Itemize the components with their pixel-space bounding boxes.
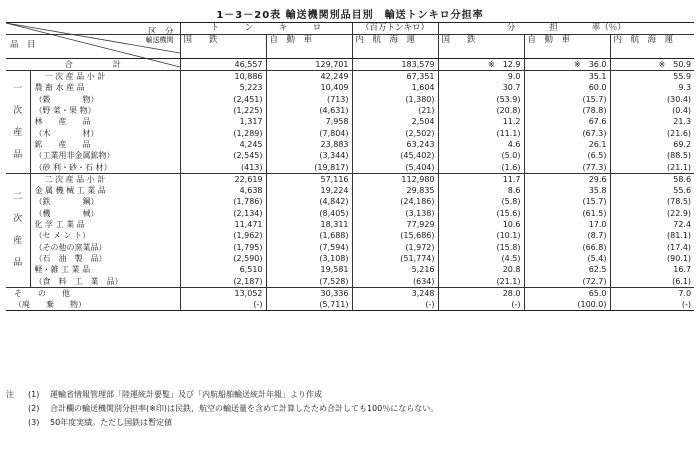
col-jidosha-ton: 自 動 車 — [266, 35, 352, 47]
cell-value: 5,223 — [180, 82, 266, 93]
cell-value: 9.0 — [438, 71, 524, 83]
cell-value: (4,842) — [266, 196, 352, 207]
note-number: (3) — [28, 418, 40, 427]
table-row — [6, 287, 694, 299]
cell-value: 30.7 — [438, 82, 524, 93]
table-row — [6, 139, 694, 150]
cell-value: 18,311 — [266, 219, 352, 230]
cell-value: 3,248 — [352, 287, 438, 299]
cell-value: 23,883 — [266, 139, 352, 150]
cell-value: 6,510 — [180, 264, 266, 275]
cell-value: 19,224 — [266, 185, 352, 196]
cell-value: (5.4) — [524, 253, 610, 264]
cell-value: 60.0 — [524, 82, 610, 93]
cell-value: (413) — [180, 162, 266, 174]
note-text: 合計欄の輸送機関別分担率(※印)は民鉄，航空の輸送量を含めて計算したため合計しても100％にならない。 — [50, 404, 439, 413]
cell-value: (72.7) — [524, 276, 610, 288]
cell-value: 10,409 — [266, 82, 352, 93]
col-kokutetsu-share: 国 鉄 — [438, 35, 524, 47]
cell-value: (51,774) — [352, 253, 438, 264]
row-label: （鉄 鋼） — [34, 197, 99, 207]
cell-value: 7,958 — [266, 116, 352, 127]
row-label: 林 産 品 — [34, 117, 91, 127]
cell-value: (3,138) — [352, 208, 438, 219]
cell-value: 63,243 — [352, 139, 438, 150]
cell-value: 29.6 — [524, 173, 610, 185]
cell-value: (81.1) — [610, 230, 694, 241]
cell-value: 11.2 — [438, 116, 524, 127]
cell-value: (100.0) — [524, 299, 610, 311]
row-label: （野 菜・果 物） — [34, 106, 96, 116]
header-yusokikan: 輸送機関 — [145, 36, 174, 45]
cell-value: 72.4 — [610, 219, 694, 230]
cell-value: 20.8 — [438, 264, 524, 275]
cell-value: (5.0) — [438, 150, 524, 161]
cell-value: 42,249 — [266, 71, 352, 83]
cell-value: (713) — [266, 94, 352, 105]
table-row — [6, 208, 694, 219]
row-label: （砂 利・砂・石 材） — [30, 162, 180, 174]
cell-value: (21.1) — [438, 276, 524, 288]
cell-value: 57,116 — [266, 173, 352, 185]
cell-value: (-) — [352, 299, 438, 311]
cell-value: (15.7) — [524, 196, 610, 207]
cell-value: 16.7 — [610, 264, 694, 275]
table-row — [6, 185, 694, 196]
table-row — [6, 82, 694, 93]
row-label: （機 械） — [34, 208, 99, 218]
table-row — [6, 128, 694, 139]
cell-value: (2,187) — [180, 276, 266, 288]
cell-value: (15,686) — [352, 230, 438, 241]
cell-value: (2,590) — [180, 253, 266, 264]
cell-value: (5,404) — [352, 162, 438, 174]
cell-value: (2,451) — [180, 94, 266, 105]
cell-value: 30,336 — [266, 287, 352, 299]
cell-value: (5,711) — [266, 299, 352, 311]
table-row — [6, 173, 694, 185]
cell-value: 21.3 — [610, 116, 694, 127]
cell-value: 58.6 — [610, 173, 694, 185]
cell-value: 67.6 — [524, 116, 610, 127]
cell-value: 10.6 — [438, 219, 524, 230]
cell-value: (15.8) — [438, 242, 524, 253]
table-row — [6, 105, 694, 116]
total-value: ※ 36.0 — [524, 58, 610, 70]
col-kokutetsu-ton: 国 鉄 — [180, 35, 266, 47]
cell-value: 11.7 — [438, 173, 524, 185]
cell-value: 26.1 — [524, 139, 610, 150]
row-label: （工業用非金属鉱物） — [34, 151, 115, 161]
row-label: そ の 他 — [14, 288, 70, 298]
table-title: 1－3－20表 輸送機関別品目別 輸送トンキロ分担率 — [216, 10, 484, 21]
table-row — [6, 196, 694, 207]
cell-value: (53.9) — [438, 94, 524, 105]
table-row — [6, 94, 694, 105]
total-value: 46,557 — [180, 58, 266, 70]
cell-value: (78.5) — [610, 196, 694, 207]
total-value: ※ 50.9 — [610, 58, 694, 70]
notes-label: 注 — [6, 390, 14, 399]
cell-value: (24,186) — [352, 196, 438, 207]
cell-value: 7.0 — [610, 287, 694, 299]
row-label: 金 属 機 械 工 業 品 — [34, 186, 106, 196]
header-kubun: 区 分 — [147, 27, 174, 37]
cell-value: (11.1) — [438, 128, 524, 139]
cell-value: 8.6 — [438, 185, 524, 196]
cell-value: 11,471 — [180, 219, 266, 230]
cell-value: 17.0 — [524, 219, 610, 230]
cell-value: 67,351 — [352, 71, 438, 83]
total-value: 183,579 — [352, 58, 438, 70]
cell-value: (61.5) — [524, 208, 610, 219]
cell-value: (77.3) — [524, 162, 610, 174]
cell-value: 13,052 — [180, 287, 266, 299]
note-text: 運輸省情報管理部「陸運統計要覧」及び「内航船舶輸送統計年報」より作成 — [50, 390, 322, 399]
cell-value: (1,688) — [266, 230, 352, 241]
row-label: 二 次 産 品 小 計 — [44, 174, 106, 184]
group-label: 一次産品 — [6, 71, 30, 174]
cell-value: 2,504 — [352, 116, 438, 127]
cell-value: (6.1) — [610, 276, 694, 288]
cell-value: (45,402) — [352, 150, 438, 161]
note-number: (1) — [28, 390, 40, 399]
table-row — [6, 116, 694, 127]
cell-value: (2,545) — [180, 150, 266, 161]
cell-value: 1,317 — [180, 116, 266, 127]
header-hinmoku: 品 目 — [10, 39, 36, 50]
table-row — [6, 162, 694, 174]
row-label: 農 畜 水 産 品 — [34, 83, 85, 93]
cell-value: (3,108) — [266, 253, 352, 264]
cell-value: 4,638 — [180, 185, 266, 196]
cell-value: 55.6 — [610, 185, 694, 196]
cell-value: (19,817) — [266, 162, 352, 174]
cell-value: 35.8 — [524, 185, 610, 196]
table-row — [6, 264, 694, 275]
group-label: 二次産品 — [6, 173, 30, 287]
table-row — [6, 230, 694, 241]
row-label: （穀 物） — [34, 94, 99, 104]
cell-value: (90.1) — [610, 253, 694, 264]
cell-value: (7,804) — [266, 128, 352, 139]
cell-value: (88.5) — [610, 150, 694, 161]
cell-value: (7,528) — [266, 276, 352, 288]
cell-value: (4,631) — [266, 105, 352, 116]
row-label: （石 油 製 品） — [34, 253, 107, 263]
row-label: （廃 棄 物） — [6, 299, 180, 311]
cell-value: 5,216 — [352, 264, 438, 275]
cell-value: 77,929 — [352, 219, 438, 230]
cell-value: 1,604 — [352, 82, 438, 93]
cell-value: (1,289) — [180, 128, 266, 139]
cell-value: (15.6) — [438, 208, 524, 219]
cell-value: 62.5 — [524, 264, 610, 275]
row-label: 化 学 工 業 品 — [34, 220, 85, 230]
cell-value: (1.6) — [438, 162, 524, 174]
col-naiko-share: 内 航 海 運 — [610, 35, 694, 47]
cell-value: (3,344) — [266, 150, 352, 161]
notes — [6, 388, 694, 430]
cell-value: (1,795) — [180, 242, 266, 253]
cell-value: (7,594) — [266, 242, 352, 253]
table-row — [6, 276, 694, 288]
cell-value: (15.7) — [524, 94, 610, 105]
cell-value: (1,786) — [180, 196, 266, 207]
cell-value: (2,502) — [352, 128, 438, 139]
cell-value: (21.6) — [610, 128, 694, 139]
header-unit: （百万トンキロ） — [352, 23, 438, 35]
cell-value: (8,405) — [266, 208, 352, 219]
cell-value: (1,972) — [352, 242, 438, 253]
cell-value: 9.3 — [610, 82, 694, 93]
cell-value: (-) — [180, 299, 266, 311]
row-label: （その他の窯業品） — [34, 242, 107, 252]
cell-value: (-) — [610, 299, 694, 311]
cell-value: (4.5) — [438, 253, 524, 264]
table-row — [6, 299, 694, 311]
row-label: 軽・雑 工 業 品 — [34, 265, 91, 275]
data-table — [6, 22, 694, 311]
cell-value: 35.1 — [524, 71, 610, 83]
total-value: ※ 12.9 — [438, 58, 524, 70]
cell-value: 69.2 — [610, 139, 694, 150]
cell-value: (78.8) — [524, 105, 610, 116]
cell-value: 19,581 — [266, 264, 352, 275]
note-text: 50年度実績。ただし国鉄は暫定値 — [50, 418, 173, 427]
cell-value: (-) — [438, 299, 524, 311]
cell-value: (22.9) — [610, 208, 694, 219]
cell-value: (66.8) — [524, 242, 610, 253]
cell-value: (17.4) — [610, 242, 694, 253]
cell-value: (5.8) — [438, 196, 524, 207]
cell-value: 10,886 — [180, 71, 266, 83]
cell-value: (10.1) — [438, 230, 524, 241]
cell-value: (1,225) — [180, 105, 266, 116]
cell-value: (30.4) — [610, 94, 694, 105]
cell-value: (8.7) — [524, 230, 610, 241]
cell-value: 29,835 — [352, 185, 438, 196]
table-row — [6, 219, 694, 230]
total-label: 合 計 — [6, 58, 180, 70]
header-corner-top — [6, 23, 180, 35]
cell-value: (634) — [352, 276, 438, 288]
row-label: 一 次 産 品 小 計 — [44, 72, 106, 82]
row-label: （セ メ ン ト） — [34, 231, 91, 241]
cell-value: (1,962) — [180, 230, 266, 241]
cell-value: (20.8) — [438, 105, 524, 116]
row-label: 鉱 産 品 — [34, 139, 91, 149]
header-share: 分 担 率（％） — [438, 23, 694, 35]
header-tonkiro: ト ン キ ロ — [180, 23, 352, 35]
cell-value: (21.1) — [610, 162, 694, 174]
row-label: （食 料 工 業 品） — [30, 276, 180, 288]
cell-value: 22,619 — [180, 173, 266, 185]
table-row — [6, 150, 694, 161]
cell-value: (21) — [352, 105, 438, 116]
cell-value: 55.9 — [610, 71, 694, 83]
table-row — [6, 253, 694, 264]
cell-value: 28.0 — [438, 287, 524, 299]
cell-value: 4.6 — [438, 139, 524, 150]
total-value: 129,701 — [266, 58, 352, 70]
cell-value: (0.4) — [610, 105, 694, 116]
cell-value: 65.0 — [524, 287, 610, 299]
cell-value: 112,980 — [352, 173, 438, 185]
cell-value: 4,245 — [180, 139, 266, 150]
table-row — [6, 242, 694, 253]
cell-value: (2,134) — [180, 208, 266, 219]
cell-value: (6.5) — [524, 150, 610, 161]
note-number: (2) — [28, 404, 40, 413]
cell-value: (1,380) — [352, 94, 438, 105]
col-jidosha-share: 自 動 車 — [524, 35, 610, 47]
cell-value: (67.3) — [524, 128, 610, 139]
row-label: （木 材） — [34, 128, 99, 138]
col-naiko-ton: 内 航 海 運 — [352, 35, 438, 47]
